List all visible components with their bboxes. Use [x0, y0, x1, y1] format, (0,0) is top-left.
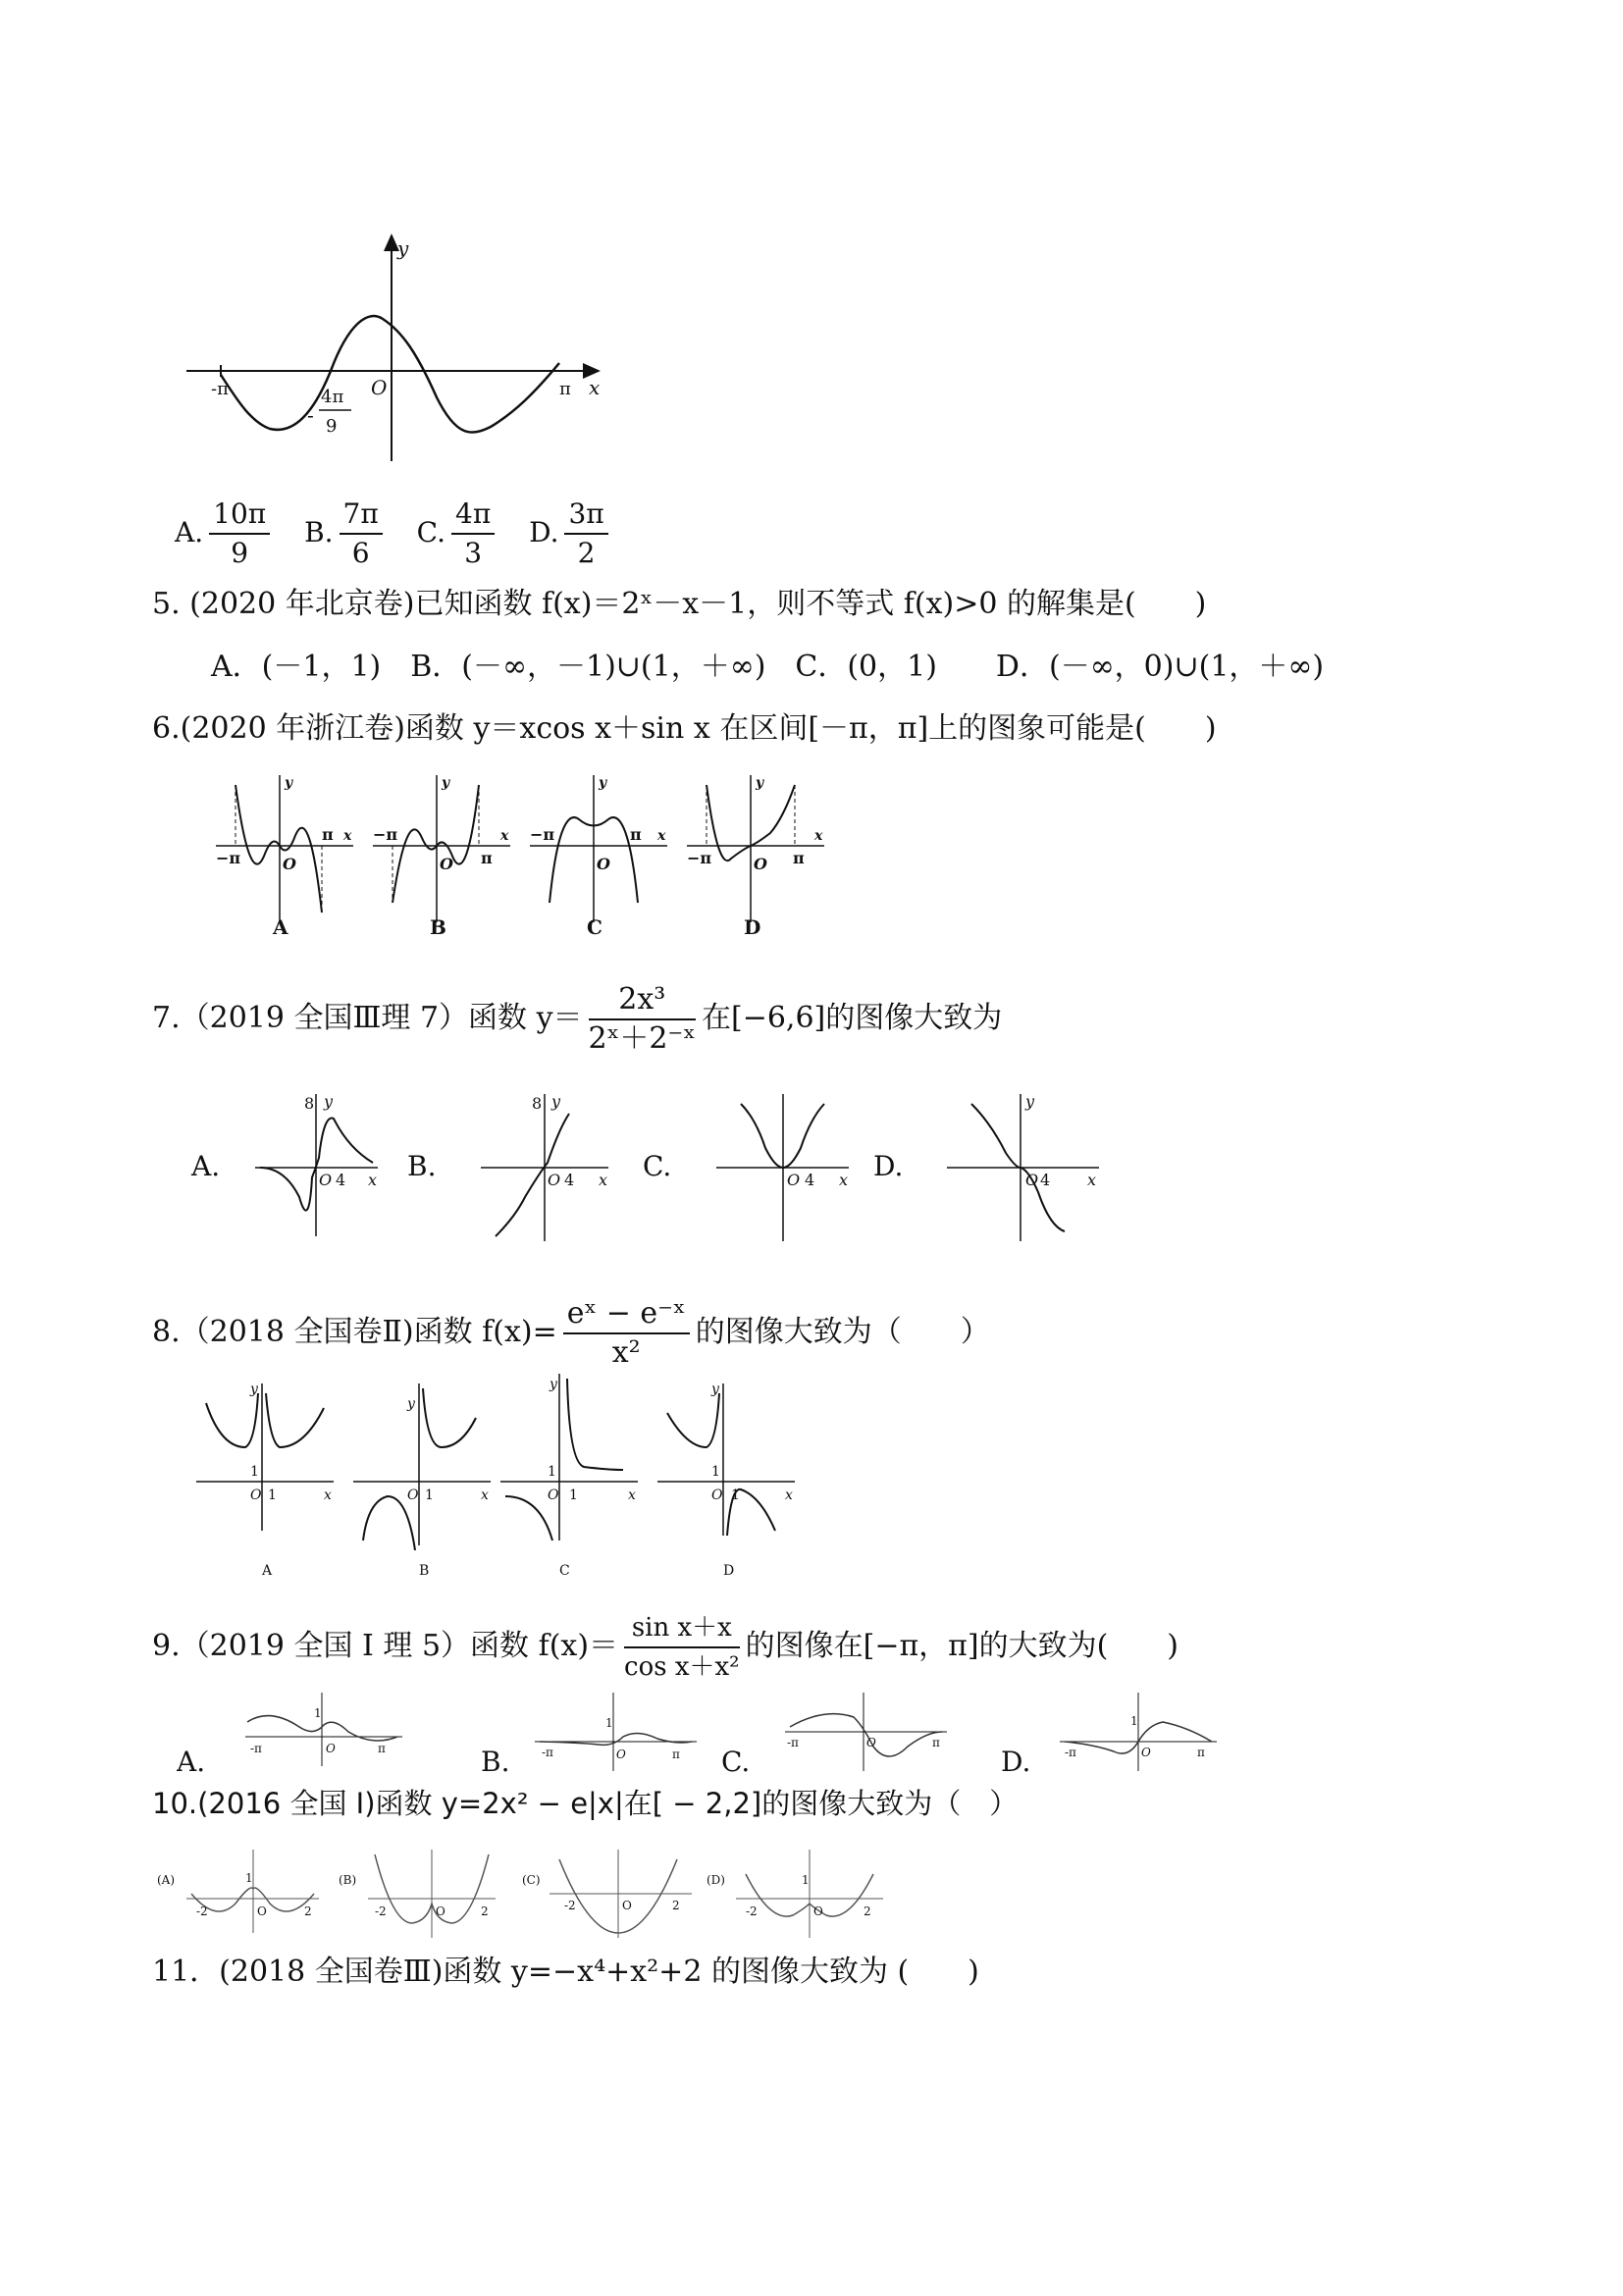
q11-stem: 11．(2018 全国卷Ⅲ)函数 y=−x⁴+x²+2 的图像大致为 ( ) [152, 1955, 979, 1989]
svg-text:1: 1 [1130, 1714, 1138, 1728]
svg-text:x: x [343, 828, 352, 844]
svg-text:1: 1 [711, 1464, 720, 1480]
q10-caption-b: (B) [339, 1873, 357, 1887]
svg-text:−π: −π [373, 825, 398, 844]
svg-text:O: O [548, 1487, 559, 1503]
svg-text:π: π [672, 1748, 680, 1761]
q9-num: sin x＋x [624, 1609, 740, 1648]
svg-text:x: x [500, 828, 509, 844]
svg-text:O: O [1025, 1171, 1039, 1189]
svg-text:x: x [814, 828, 823, 844]
origin-label: O [371, 376, 388, 399]
svg-text:O: O [257, 1905, 267, 1918]
caption-b: B [430, 915, 446, 939]
q8-num: eˣ − e⁻ˣ [563, 1295, 690, 1334]
svg-text:y: y [285, 775, 293, 791]
svg-text:-2: -2 [375, 1905, 387, 1918]
q7-letter-a: A. [191, 1150, 221, 1182]
q7-stem [152, 981, 1002, 1058]
svg-text:1: 1 [245, 1871, 253, 1885]
svg-text:-2: -2 [746, 1905, 758, 1918]
svg-text:2: 2 [672, 1899, 680, 1912]
q5-options: A．(－1，1) B．(－∞，－1)∪(1，＋∞) C．(0，1) D．(－∞，0)∪(1，＋∞) [211, 650, 1325, 684]
q8-caption-d: D [723, 1563, 735, 1579]
q7-letter-c: C. [643, 1150, 672, 1182]
q7-letter-d: D. [873, 1150, 904, 1182]
svg-text:O: O [1141, 1746, 1151, 1759]
q7-prefix: 7.（2019 全国Ⅲ理 7）函数 y＝ [152, 1001, 583, 1035]
neg-pi-label: -π [211, 379, 229, 399]
svg-text:−π: −π [530, 825, 555, 844]
q8-suffix: 的图像大致为（ ） [695, 1315, 990, 1349]
q9-prefix: 9.（2019 全国 Ⅰ 理 5）函数 f(x)＝ [152, 1629, 619, 1663]
q8-caption-a: A [262, 1563, 273, 1579]
mark-num: 4π [321, 387, 344, 407]
svg-text:-π: -π [250, 1742, 262, 1755]
q10-caption-a: (A) [157, 1873, 176, 1887]
q9-den: cos x＋x² [624, 1652, 740, 1682]
q7-suffix: 在[−6,6]的图像大致为 [702, 1001, 1003, 1035]
svg-text:y: y [551, 1092, 561, 1111]
svg-text:-2: -2 [196, 1905, 208, 1918]
svg-text:4: 4 [805, 1171, 815, 1189]
option-b[interactable]: B. $\frac{7\pi}{6}$ [304, 516, 389, 548]
svg-text:4: 4 [336, 1171, 346, 1189]
option-d[interactable]: D. $\frac{3\pi}{2}$ [529, 516, 614, 548]
svg-text:x: x [1087, 1171, 1097, 1189]
q8-prefix: 8.（2018 全国卷Ⅱ)函数 f(x)= [152, 1315, 557, 1349]
curve [221, 316, 559, 432]
svg-text:1: 1 [268, 1487, 277, 1503]
q10-caption-d: (D) [707, 1873, 725, 1887]
svg-text:π: π [630, 825, 642, 844]
q9-graphs [177, 1688, 1236, 1776]
svg-text:O: O [440, 855, 453, 873]
svg-text:2: 2 [481, 1905, 489, 1918]
svg-text:-π: -π [542, 1746, 553, 1759]
q6-stem: 6.(2020 年浙江卷)函数 y＝xcos x＋sin x 在区间[－π，π]上的图象可能是( ) [152, 711, 1217, 746]
q9-letter-b: B. [481, 1746, 510, 1776]
svg-text:-π: -π [787, 1736, 799, 1749]
svg-text:x: x [785, 1487, 793, 1503]
svg-text:π: π [481, 849, 493, 867]
svg-text:4: 4 [1040, 1171, 1051, 1189]
q5-stem: 5. (2020 年北京卷)已知函数 f(x)＝2ˣ－x－1，则不等式 f(x)>0 的解集是( ) [152, 587, 1207, 621]
svg-text:−π: −π [687, 849, 712, 867]
q8-caption-c: C [559, 1563, 570, 1579]
svg-text:π: π [378, 1742, 386, 1755]
svg-text:O: O [754, 855, 767, 873]
caption-c: C [587, 915, 602, 939]
q9-letter-d: D. [1001, 1746, 1031, 1776]
svg-text:x: x [481, 1487, 489, 1503]
mark-den: 9 [326, 416, 338, 437]
svg-text:1: 1 [548, 1464, 556, 1480]
q9-letter-c: C. [721, 1746, 751, 1776]
svg-text:x: x [599, 1171, 608, 1189]
svg-text:-2: -2 [564, 1899, 576, 1912]
q10-graphs [157, 1845, 903, 1943]
q8-stem [152, 1295, 990, 1372]
q4-graph [177, 226, 618, 471]
svg-text:y: y [599, 775, 607, 791]
svg-text:x: x [368, 1171, 378, 1189]
svg-text:O: O [407, 1487, 419, 1503]
svg-text:1: 1 [425, 1487, 434, 1503]
svg-text:1: 1 [314, 1706, 322, 1720]
q6-graph-b [373, 775, 510, 939]
pi-label: π [559, 379, 571, 399]
svg-text:O: O [711, 1487, 723, 1503]
svg-text:x: x [628, 1487, 636, 1503]
svg-text:8: 8 [532, 1094, 543, 1113]
svg-text:1: 1 [802, 1873, 810, 1887]
y-label: y [397, 236, 409, 260]
svg-text:y: y [711, 1382, 719, 1397]
svg-text:y: y [407, 1396, 415, 1412]
svg-text:O: O [548, 1171, 561, 1189]
svg-text:O: O [597, 855, 610, 873]
svg-text:x: x [657, 828, 666, 844]
svg-text:2: 2 [304, 1905, 312, 1918]
q7-letter-b: B. [407, 1150, 437, 1182]
svg-text:π: π [1197, 1746, 1205, 1759]
q9-stem [152, 1609, 1178, 1686]
svg-text:8: 8 [304, 1094, 315, 1113]
svg-text:π: π [793, 849, 805, 867]
q7-num: 2x³ [589, 981, 696, 1020]
q9-letter-a: A. [177, 1746, 206, 1776]
svg-text:−π: −π [216, 849, 241, 867]
q6-graphs [206, 765, 844, 942]
q7-den: 2ˣ＋2⁻ˣ [588, 1021, 696, 1056]
svg-text:π: π [932, 1736, 940, 1749]
q8-den: x² [611, 1335, 641, 1370]
svg-text:-π: -π [1065, 1746, 1076, 1759]
option-a[interactable]: A. $\frac{10\pi}{9}$ [175, 516, 276, 548]
option-c[interactable]: C. $\frac{4\pi}{3}$ [417, 516, 501, 548]
q7-graphs [186, 1089, 1128, 1246]
svg-text:2: 2 [864, 1905, 871, 1918]
q4-options [175, 496, 614, 572]
mark-sign: - [307, 403, 314, 427]
q6-graph-a [216, 775, 353, 939]
svg-text:x: x [839, 1171, 849, 1189]
caption-d: D [744, 915, 761, 939]
svg-text:y: y [250, 1382, 258, 1397]
svg-text:O: O [326, 1742, 336, 1755]
svg-text:y: y [550, 1377, 557, 1392]
svg-text:O: O [866, 1736, 876, 1749]
svg-text:π: π [322, 825, 334, 844]
svg-text:1: 1 [250, 1464, 259, 1480]
svg-text:y: y [442, 775, 450, 791]
x-label: x [589, 376, 601, 399]
q8-graphs [191, 1374, 819, 1590]
q10-caption-c: (C) [522, 1873, 541, 1887]
svg-text:O: O [622, 1899, 632, 1912]
svg-text:1: 1 [605, 1716, 613, 1730]
svg-text:y: y [1025, 1092, 1035, 1111]
q8-caption-b: B [419, 1563, 430, 1579]
q9-suffix: 的图像在[−π，π]的大致为( ) [745, 1629, 1178, 1663]
svg-text:4: 4 [564, 1171, 575, 1189]
svg-text:y: y [324, 1092, 334, 1111]
svg-text:O: O [283, 855, 296, 873]
svg-text:x: x [324, 1487, 332, 1503]
svg-text:O: O [813, 1905, 823, 1918]
svg-text:O: O [616, 1748, 626, 1761]
svg-text:O: O [250, 1487, 262, 1503]
svg-text:1: 1 [731, 1487, 740, 1503]
q6-graph-c [530, 775, 667, 939]
svg-text:O: O [436, 1905, 445, 1918]
svg-text:O: O [787, 1171, 801, 1189]
caption-a: A [273, 915, 288, 939]
q6-graph-d [687, 775, 824, 939]
svg-text:1: 1 [569, 1487, 578, 1503]
q10-stem: 10.(2016 全国 I)函数 y=2x² − e|x|在[ − 2,2]的图像大致为（ ） [152, 1787, 1019, 1820]
svg-text:O: O [319, 1171, 333, 1189]
svg-text:y: y [756, 775, 764, 791]
